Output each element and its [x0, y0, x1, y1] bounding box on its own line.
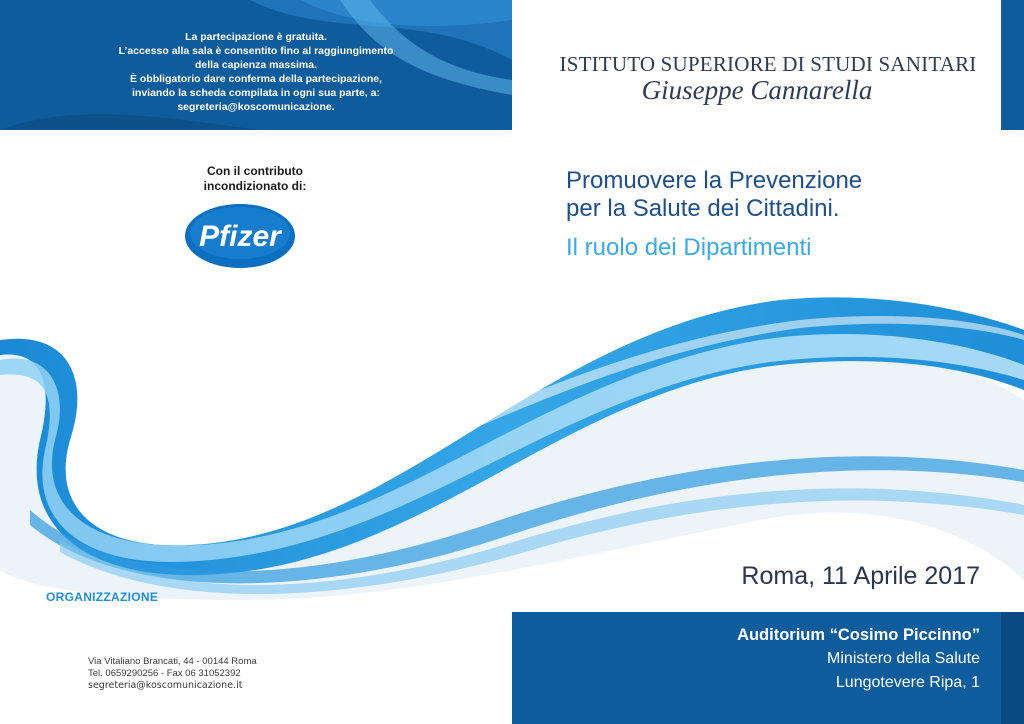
organization-phone: Tel. 0659290256 - Fax 06 31052392	[88, 668, 241, 679]
event-date: Roma, 11 Aprile 2017	[741, 562, 980, 590]
venue-address: Lungotevere Ripa, 1	[835, 674, 980, 691]
sponsor-caption-line: Con il contributo	[207, 164, 303, 178]
event-title-line2: per la Salute dei Cittadini.	[566, 195, 840, 222]
sponsor-caption	[140, 164, 370, 194]
pfizer-logo-text: Pfizer	[199, 220, 281, 253]
event-subtitle: Il ruolo dei Dipartimenti	[566, 234, 812, 261]
event-title-line1: Promuovere la Prevenzione	[566, 167, 863, 194]
notice-line: della capienza massima.	[195, 59, 317, 71]
blue-wave-ribbon	[0, 270, 1024, 610]
notice-line: È obbligatorio dare conferma della partecipazione,	[129, 73, 383, 85]
bottom-right-blue-strip	[1001, 612, 1024, 724]
top-right-blue-strip	[1001, 0, 1024, 130]
notice-email: segreteria@koscomunicazione.	[177, 101, 335, 113]
participation-notice	[0, 30, 512, 114]
venue-name: Auditorium “Cosimo Piccinno”	[737, 626, 980, 644]
sponsor-caption-line: incondizionato di:	[203, 179, 307, 193]
organization-label: ORGANIZZAZIONE	[46, 590, 159, 604]
organization-contact	[88, 656, 257, 692]
institute-title: ISTITUTO SUPERIORE DI STUDI SANITARI	[559, 52, 977, 76]
pfizer-logo	[184, 203, 296, 269]
notice-line: L’accesso alla sala è consentito fino al raggiungimento	[118, 45, 394, 57]
notice-line: La partecipazione è gratuita.	[185, 31, 327, 43]
venue-ministry: Ministero della Salute	[827, 650, 980, 667]
organization-address: Via Vitaliano Brancati, 44 - 00144 Roma	[88, 656, 257, 667]
notice-line: inviando la scheda compilata in ogni sua parte, a:	[132, 87, 380, 99]
institute-name: Giuseppe Cannarella	[641, 75, 873, 105]
organization-email: segreteria@koscomunicazione.it	[88, 680, 243, 691]
